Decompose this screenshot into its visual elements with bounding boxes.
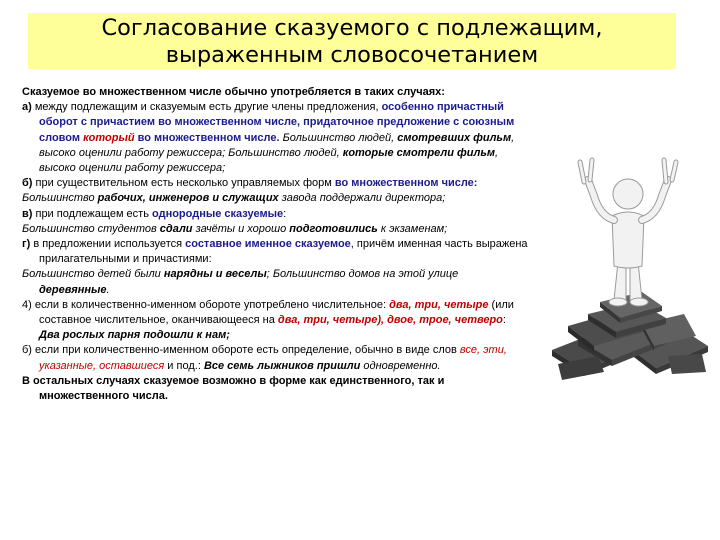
text-run: Большинство детей были [22, 268, 164, 281]
paragraph-case-b [22, 176, 528, 191]
text-run: Сказуемое во множественном числе обычно употребляется в таких случаях: [22, 86, 445, 98]
text-run: В остальных случаях сказуемое возможно в форме как единственного, так и множественного числа. [22, 374, 445, 403]
slide-title [28, 13, 676, 69]
text-run: деревянные [39, 283, 107, 296]
books-stack-icon [552, 292, 708, 380]
text-run: , высоко оценили работу режиссера; [39, 146, 499, 175]
text-run: при подлежащем есть [35, 207, 153, 220]
text-run: в) [22, 207, 36, 220]
text-run: 4) если в количественно-именном обороте употреблено числительное: [22, 298, 390, 311]
text-run: особенно причастный оборот с причастием во множественном числе, придаточное предложение с союзным словом [39, 101, 515, 144]
text-run: зачёты и хорошо [192, 222, 290, 235]
text-run: (или составное числительное, оканчивающееся на [39, 298, 514, 327]
text-run: все, эти, указанные, оставшиеся [39, 344, 507, 372]
paragraph-example-v [22, 222, 528, 237]
text-run: нарядны и веселы [163, 268, 267, 281]
paragraph-conclusion [22, 374, 528, 404]
text-run: одновременно. [360, 359, 441, 372]
text-run: б) если при количественно-именном обороте есть определение, обычно в виде слов [22, 344, 460, 357]
paragraph-example-g [22, 267, 528, 297]
text-run: составное именное сказуемое [185, 238, 351, 251]
text-run: в предложении используется [33, 238, 186, 251]
title-line-2: выраженным словосочетанием [165, 42, 539, 68]
text-run: между подлежащим и сказуемым есть другие члены предложения, [34, 101, 382, 114]
text-run: рабочих, инженеров и служащих [97, 192, 279, 205]
title-line-1: Согласование сказуемого с подлежащим, [101, 15, 603, 41]
paragraph-example-b [22, 191, 528, 206]
text-run: который [83, 131, 135, 144]
text-run: которые смотрели фильм [342, 146, 495, 159]
text-run: г) [22, 238, 34, 251]
text-run: ; Большинство домов на этой улице [266, 268, 459, 281]
text-run: два, три, четыре), двое, трое, четверо [277, 314, 503, 327]
text-run: : [283, 207, 287, 220]
figure-person-icon [580, 160, 676, 306]
slide-body [22, 85, 528, 404]
text-run: однородные сказуемые [152, 207, 284, 220]
paragraph-case-g [22, 237, 528, 267]
text-run: во множественном числе: [334, 177, 478, 190]
text-run: Большинство людей, [279, 131, 398, 144]
text-run: к экзаменам; [377, 222, 448, 235]
text-run: Все семь лыжников пришли [203, 359, 361, 372]
text-run: : [502, 314, 506, 327]
paragraph-case-a [22, 100, 528, 176]
text-run: сдали [159, 222, 193, 235]
text-run: а) [22, 101, 35, 114]
text-run: подготовились [289, 222, 378, 235]
person-on-books-icon [538, 150, 714, 382]
text-run: Два рослых парня подошли к нам; [39, 329, 230, 342]
text-run: два, три, четыре [389, 298, 489, 311]
text-run: б) [22, 177, 36, 190]
paragraph-case-v [22, 207, 528, 222]
text-run: и под.: [164, 359, 204, 372]
paragraph-case-4 [22, 298, 528, 344]
text-run: Большинство [22, 192, 98, 205]
text-run: . [106, 283, 110, 296]
text-run: , причём именная часть выражена прилагательными и причастиями: [39, 238, 528, 266]
text-run: завода поддержали директора; [278, 192, 446, 205]
text-run: при существительном есть несколько управляемых форм [35, 177, 335, 190]
text-run: во множественном числе. [134, 131, 280, 144]
text-run: , высоко оценили работу режиссера; Большинство людей, [39, 131, 515, 159]
text-run: смотревших фильм [397, 131, 512, 144]
text-run: Большинство студентов [22, 222, 160, 235]
paragraph-intro [22, 85, 528, 100]
paragraph-case-b2 [22, 343, 528, 373]
